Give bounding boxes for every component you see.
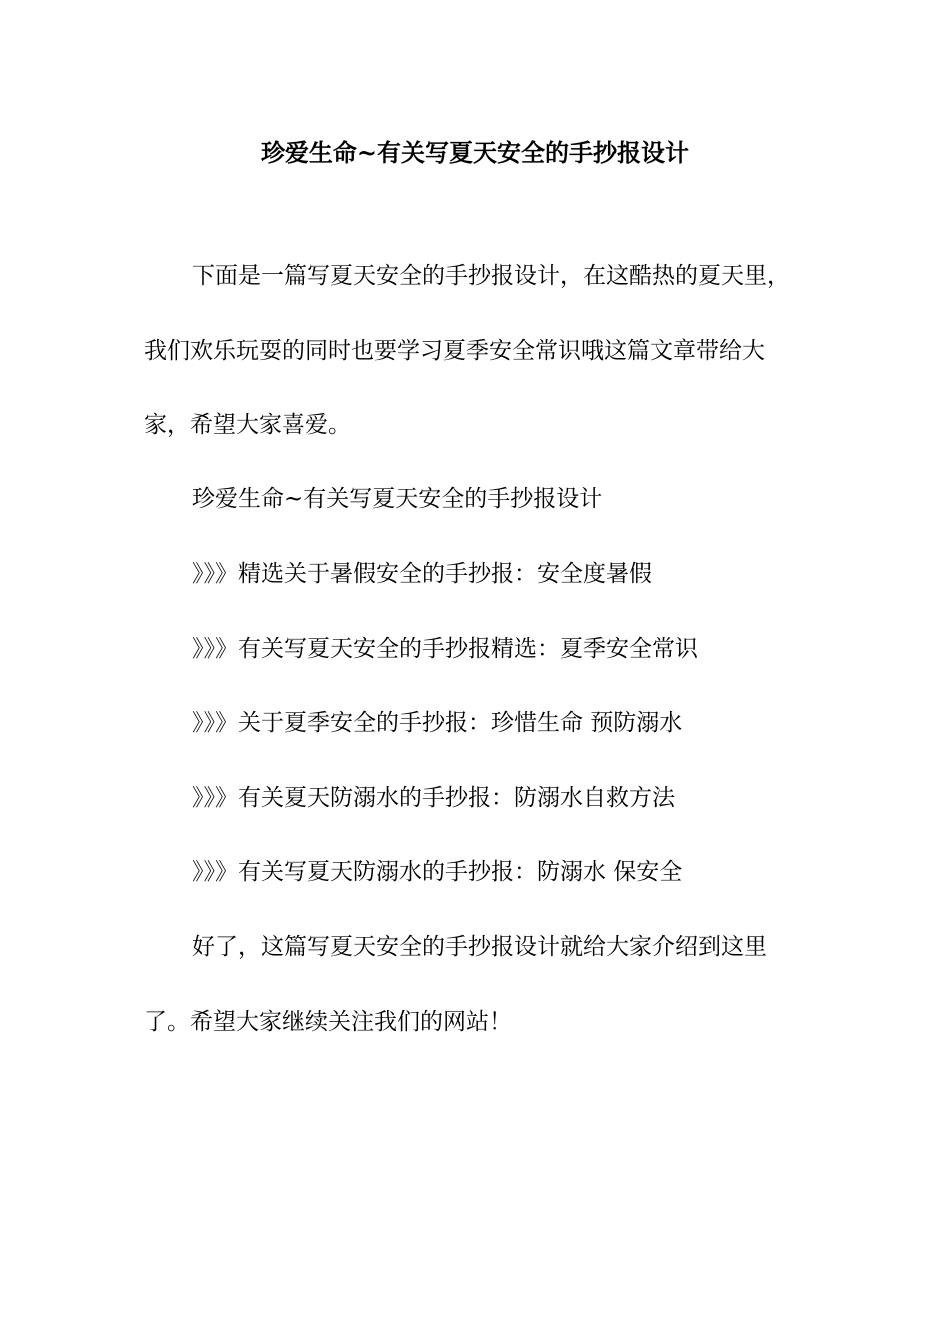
link-item[interactable]: 》》》有关写夏天安全的手抄报精选：夏季安全常识 bbox=[192, 636, 698, 662]
link-item[interactable]: 》》》有关写夏天防溺水的手抄报：防溺水 保安全 bbox=[192, 859, 683, 885]
intro-line-2: 我们欢乐玩耍的同时也要学习夏季安全常识哦这篇文章带给大 bbox=[144, 338, 765, 364]
link-item[interactable]: 》》》精选关于暑假安全的手抄报：安全度暑假 bbox=[192, 561, 652, 587]
link-item[interactable]: 》》》有关夏天防溺水的手抄报：防溺水自救方法 bbox=[192, 785, 675, 811]
intro-line-1: 下面是一篇写夏天安全的手抄报设计，在这酷热的夏天里， bbox=[192, 263, 790, 289]
page-title: 珍爱生命~有关写夏天安全的手抄报设计 bbox=[260, 138, 690, 167]
intro-line-3: 家，希望大家喜爱。 bbox=[144, 412, 351, 438]
closing-line-2: 了。希望大家继续关注我们的网站！ bbox=[144, 1009, 512, 1035]
closing-line-1: 好了，这篇写夏天安全的手抄报设计就给大家介绍到这里 bbox=[192, 934, 767, 960]
subtitle: 珍爱生命~有关写夏天安全的手抄报设计 bbox=[192, 486, 603, 512]
link-item[interactable]: 》》》关于夏季安全的手抄报：珍惜生命 预防溺水 bbox=[192, 710, 683, 736]
